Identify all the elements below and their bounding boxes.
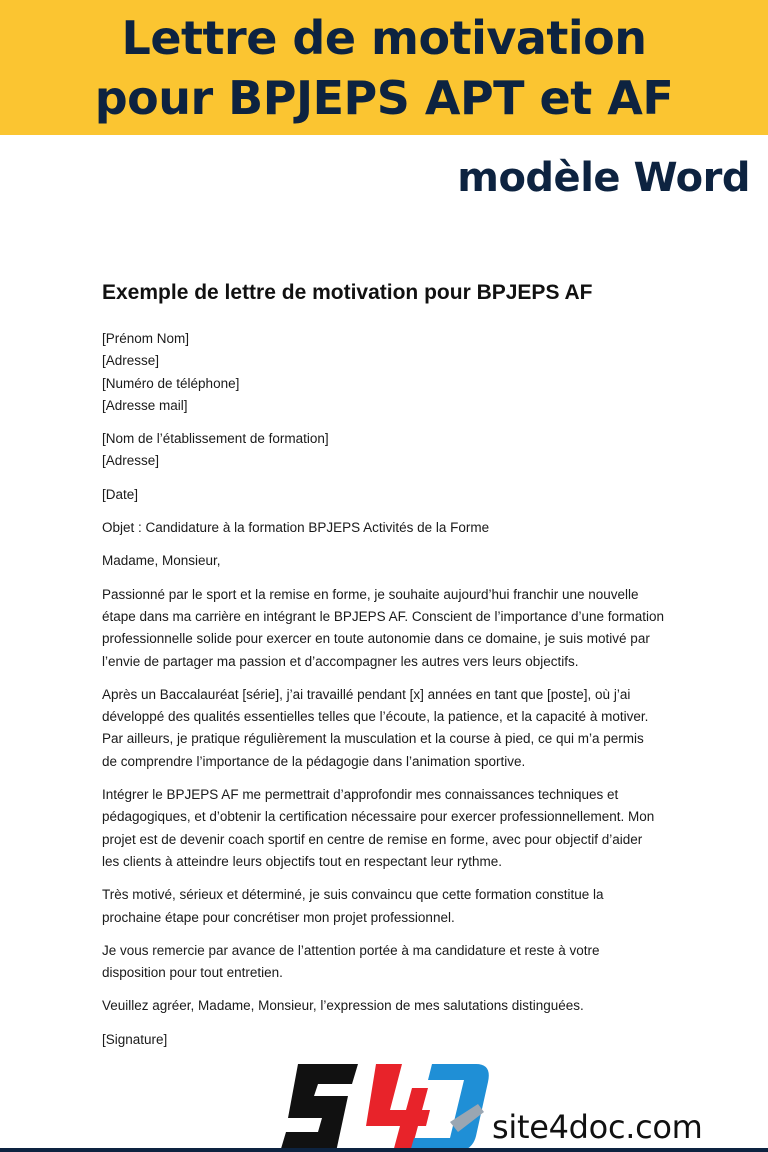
paragraph-5-line: disposition pour tout entretien.: [102, 965, 283, 981]
paragraph-3-line: les clients à atteindre leurs objectifs tout en respectant leur rythme.: [102, 853, 502, 869]
letter-date: [Date]: [102, 486, 139, 502]
paragraph-2: [102, 684, 702, 773]
paragraph-5-line: Je vous remercie par avance de l’attention portée à ma candidature et reste à votre: [102, 942, 600, 958]
paragraph-3-line: projet est de devenir coach sportif en centre de remise en forme, avec pour objectif d’aider: [102, 831, 643, 847]
paragraph-1-line: étape dans ma carrière en intégrant le BPJEPS AF. Conscient de l’importance d’une formation: [102, 608, 665, 624]
site4doc-logo: [280, 1052, 490, 1152]
letter-title: Exemple de lettre de motivation pour BPJEPS AF: [102, 281, 593, 304]
subtitle: modèle Word: [457, 155, 750, 201]
paragraph-1-line: l’envie de partager ma passion et d’accompagner les autres vers leurs objectifs.: [102, 653, 579, 669]
site-domain: site4doc.com: [492, 1108, 703, 1146]
banner-title: [0, 8, 768, 128]
paragraph-2-line: de comprendre l’importance de la pédagogie dans l’animation sportive.: [102, 753, 526, 769]
letter-signature: [Signature]: [102, 1031, 168, 1047]
letter-salutation: Madame, Monsieur,: [102, 553, 221, 569]
recipient-name: [Nom de l’établissement de formation]: [102, 431, 329, 447]
sender-email: [Adresse mail]: [102, 397, 188, 413]
letter-document: [102, 280, 702, 1062]
sender-name: [Prénom Nom]: [102, 331, 190, 346]
logo-s-shape: [280, 1064, 358, 1152]
paragraph-3: [102, 784, 702, 873]
sender-phone: [Numéro de téléphone]: [102, 375, 240, 391]
paragraph-2-line: développé des qualités essentielles telles que l’écoute, la patience, et la capacité à motiver.: [102, 709, 649, 725]
paragraph-5: [102, 940, 702, 985]
banner-title-line-1: Lettre de motivation: [121, 11, 647, 65]
sender-address: [Adresse]: [102, 353, 160, 369]
paragraph-4-line: Très motivé, sérieux et déterminé, je suis convaincu que cette formation constitue la: [102, 887, 604, 903]
header-banner: [0, 0, 768, 135]
banner-title-line-2: pour BPJEPS APT et AF: [94, 71, 674, 125]
letter-subject: Objet : Candidature à la formation BPJEPS Activités de la Forme: [102, 520, 490, 536]
sender-block: [102, 328, 702, 417]
paragraph-2-line: Après un Baccalauréat [série], j’ai travaillé pendant [x] années en tant que [poste], où j’ai: [102, 686, 631, 702]
recipient-address: [Adresse]: [102, 453, 160, 469]
letter-closing: Veuillez agréer, Madame, Monsieur, l’expression de mes salutations distinguées.: [102, 998, 584, 1014]
paragraph-1-line: Passionné par le sport et la remise en forme, je souhaite aujourd’hui franchir une nouvelle: [102, 586, 639, 602]
recipient-block: [102, 428, 702, 473]
paragraph-4: [102, 884, 702, 929]
paragraph-2-line: Par ailleurs, je pratique régulièrement la musculation et la course à pied, ce qui m’a permis: [102, 731, 644, 747]
footer-divider: [0, 1148, 768, 1152]
paragraph-1-line: professionnelle solide pour exercer en toute autonomie dans ce domaine, je suis motivé par: [102, 631, 650, 647]
paragraph-3-line: Intégrer le BPJEPS AF me permettrait d’approfondir mes connaissances techniques et: [102, 787, 619, 803]
paragraph-1: [102, 584, 702, 673]
paragraph-4-line: prochaine étape pour concrétiser mon projet professionnel.: [102, 909, 455, 925]
paragraph-3-line: pédagogiques, et d’obtenir la certification nécessaire pour exercer professionnellement. Mon: [102, 809, 655, 825]
